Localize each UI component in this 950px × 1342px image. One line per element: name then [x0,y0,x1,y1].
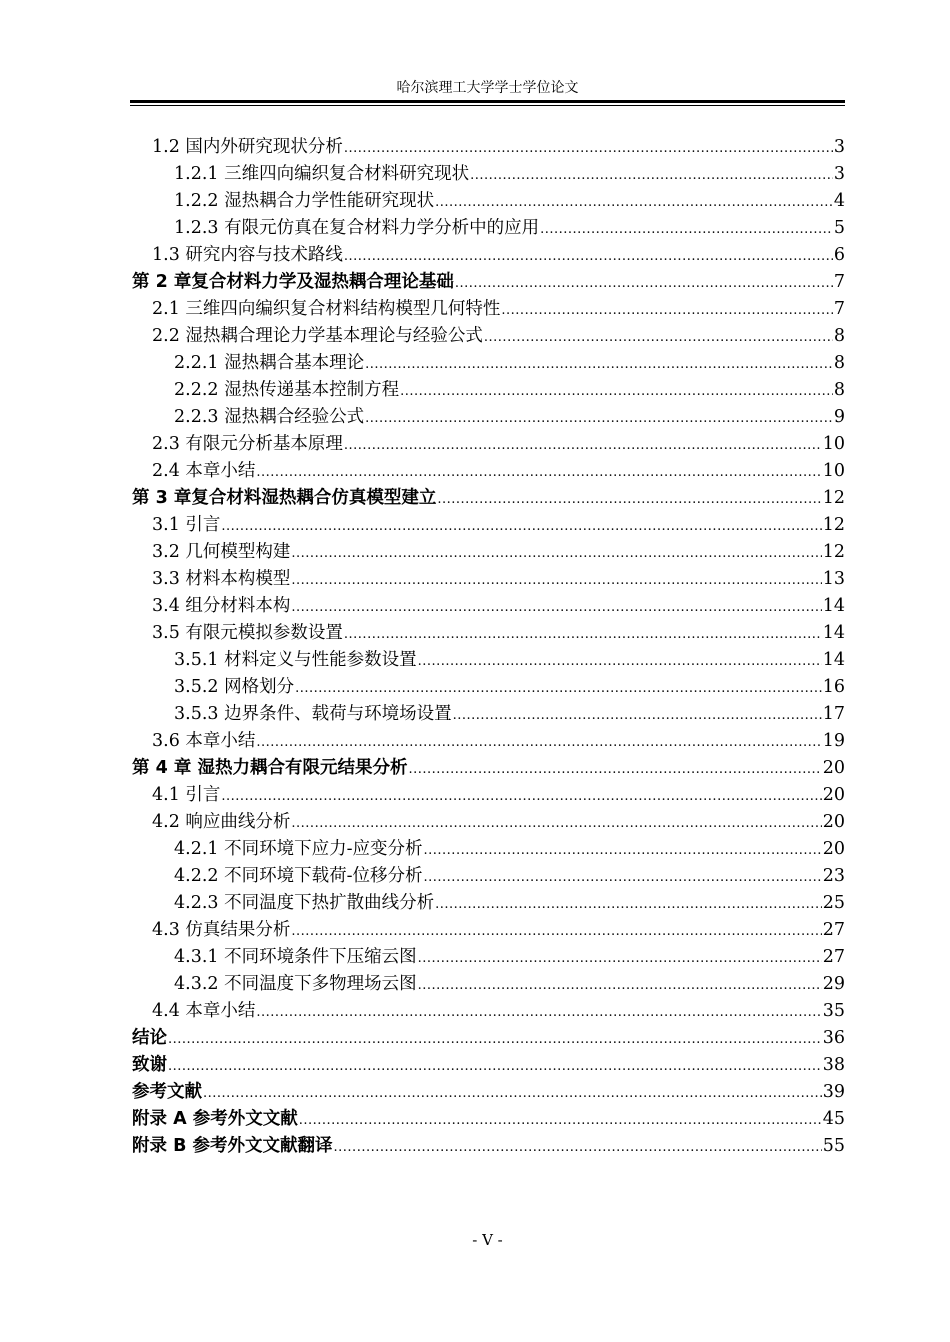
toc-entry-title: 第 2 章复合材料力学及湿热耦合理论基础 [132,272,454,292]
toc-entry-page: 19 [822,731,845,751]
toc-entry-title: 3.5.3 边界条件、载荷与环境场设置 [174,704,452,724]
toc-entry-title: 2.2.1 湿热耦合基本理论 [174,353,365,373]
toc-entry[interactable] [130,539,845,566]
toc-entry-title: 4.2.2 不同环境下载荷-位移分析 [174,866,423,886]
toc-entry-title: 3.5 有限元模拟参数设置 [152,623,343,643]
toc-entry[interactable] [130,863,845,890]
toc-entry[interactable] [130,782,845,809]
toc-dot-leader [168,1026,822,1053]
toc-entry-title: 2.2 湿热耦合理论力学基本理论与经验公式 [152,326,483,346]
toc-dot-leader [291,594,821,621]
toc-entry[interactable] [130,701,845,728]
toc-entry-title: 3.2 几何模型构建 [152,542,291,562]
toc-dot-leader [435,891,822,918]
toc-entry[interactable] [130,296,845,323]
toc-entry-page: 10 [822,461,845,481]
toc-dot-leader [408,756,821,783]
toc-dot-leader [365,405,833,432]
toc-dot-leader [256,999,821,1026]
toc-entry[interactable] [130,1079,845,1106]
toc-entry-page: 29 [822,974,845,994]
toc-entry-page: 27 [822,947,845,967]
toc-entry-page: 25 [822,893,845,913]
toc-entry-title: 1.2.3 有限元仿真在复合材料力学分析中的应用 [174,218,540,238]
table-of-contents [130,134,845,1160]
toc-entry-title: 2.4 本章小结 [152,461,256,481]
toc-entry-page: 20 [822,839,845,859]
toc-entry-page: 12 [822,515,845,535]
toc-entry-title: 第 4 章 湿热力耦合有限元结果分析 [132,758,408,778]
toc-dot-leader [418,945,822,972]
toc-entry[interactable] [130,917,845,944]
toc-entry-title: 致谢 [132,1055,167,1075]
toc-entry-title: 3.6 本章小结 [152,731,256,751]
toc-dot-leader [344,432,822,459]
toc-entry-title: 参考文献 [132,1082,202,1102]
toc-entry[interactable] [130,728,845,755]
page-number: - V - [472,1231,503,1249]
toc-entry-page: 35 [822,1001,845,1021]
toc-entry[interactable] [130,512,845,539]
toc-dot-leader [365,351,833,378]
toc-entry[interactable] [130,836,845,863]
toc-dot-leader [256,729,821,756]
toc-entry-page: 14 [822,650,845,670]
toc-entry[interactable] [130,647,845,674]
toc-entry-page: 14 [822,623,845,643]
toc-entry-page: 17 [822,704,845,724]
toc-dot-leader [344,243,833,270]
toc-entry[interactable] [130,269,845,296]
toc-dot-leader [424,837,822,864]
toc-dot-leader [299,1107,822,1134]
toc-entry-title: 4.1 引言 [152,785,221,805]
running-header: 哈尔滨理工大学学士学位论文 [396,80,579,96]
toc-dot-leader [424,864,822,891]
toc-entry[interactable] [130,593,845,620]
toc-entry[interactable] [130,1133,845,1160]
toc-entry-title: 结论 [132,1028,167,1048]
toc-entry-page: 38 [822,1055,845,1075]
toc-entry[interactable] [130,458,845,485]
toc-entry-title: 3.4 组分材料本构 [152,596,291,616]
toc-entry-page: 3 [833,137,845,157]
toc-entry[interactable] [130,620,845,647]
toc-dot-leader [291,810,821,837]
toc-dot-leader [291,918,821,945]
toc-entry-page: 39 [822,1082,845,1102]
toc-entry-page: 20 [822,812,845,832]
toc-entry-title: 3.5.2 网格划分 [174,677,295,697]
toc-entry[interactable] [130,890,845,917]
toc-entry-page: 16 [822,677,845,697]
toc-dot-leader [344,621,822,648]
toc-entry-page: 14 [822,596,845,616]
toc-entry-title: 4.3.2 不同温度下多物理场云图 [174,974,417,994]
toc-entry-page: 10 [822,434,845,454]
toc-entry-title: 附录 B 参考外文文献翻译 [132,1136,333,1156]
toc-entry[interactable] [130,1025,845,1052]
toc-entry-page: 7 [833,272,845,292]
toc-entry-title: 3.3 材料本构模型 [152,569,291,589]
toc-entry-title: 4.2.1 不同环境下应力-应变分析 [174,839,423,859]
toc-dot-leader [203,1080,822,1107]
toc-entry[interactable] [130,944,845,971]
toc-entry[interactable] [130,1052,845,1079]
toc-entry-page: 20 [822,758,845,778]
toc-entry[interactable] [130,404,845,431]
toc-dot-leader [418,972,822,999]
toc-entry[interactable] [130,431,845,458]
toc-dot-leader [221,783,821,810]
toc-entry-page: 4 [833,191,845,211]
toc-entry-title: 2.3 有限元分析基本原理 [152,434,343,454]
toc-dot-leader [501,297,832,324]
toc-entry-title: 4.4 本章小结 [152,1001,256,1021]
toc-entry[interactable] [130,998,845,1025]
toc-entry-page: 55 [822,1136,845,1156]
toc-entry-page: 27 [822,920,845,940]
toc-entry[interactable] [130,1106,845,1133]
toc-entry-title: 4.3.1 不同环境条件下压缩云图 [174,947,417,967]
toc-dot-leader [291,540,821,567]
toc-entry-page: 13 [822,569,845,589]
toc-entry-page: 36 [822,1028,845,1048]
toc-entry-page: 5 [833,218,845,238]
toc-entry[interactable] [130,485,845,512]
toc-entry[interactable] [130,350,845,377]
toc-entry-title: 4.2 响应曲线分析 [152,812,291,832]
toc-dot-leader [344,135,833,162]
toc-dot-leader [400,378,833,405]
toc-dot-leader [256,459,821,486]
toc-dot-leader [334,1134,822,1161]
toc-entry[interactable] [130,242,845,269]
toc-dot-leader [291,567,821,594]
header-rule-thick [130,100,845,103]
toc-entry-page: 12 [822,542,845,562]
toc-entry[interactable] [130,674,845,701]
toc-entry[interactable] [130,161,845,188]
toc-entry-page: 9 [833,407,845,427]
toc-entry-page: 7 [833,299,845,319]
toc-entry[interactable] [130,323,845,350]
toc-entry-title: 附录 A 参考外文文献 [132,1109,298,1129]
toc-entry-title: 3.5.1 材料定义与性能参数设置 [174,650,417,670]
toc-entry-title: 1.3 研究内容与技术路线 [152,245,343,265]
toc-dot-leader [470,162,833,189]
toc-entry[interactable] [130,377,845,404]
toc-entry[interactable] [130,188,845,215]
toc-entry-title: 3.1 引言 [152,515,221,535]
toc-dot-leader [221,513,821,540]
toc-entry-title: 1.2 国内外研究现状分析 [152,137,343,157]
toc-entry-title: 2.2.2 湿热传递基本控制方程 [174,380,400,400]
toc-entry[interactable] [130,566,845,593]
toc-entry-title: 4.2.3 不同温度下热扩散曲线分析 [174,893,435,913]
toc-entry[interactable] [130,809,845,836]
toc-entry[interactable] [130,215,845,242]
toc-dot-leader [418,648,822,675]
toc-entry-title: 4.3 仿真结果分析 [152,920,291,940]
toc-dot-leader [455,270,833,297]
toc-entry-title: 2.1 三维四向编织复合材料结构模型几何特性 [152,299,501,319]
toc-entry-page: 3 [833,164,845,184]
toc-entry[interactable] [130,134,845,161]
toc-entry-page: 45 [822,1109,845,1129]
toc-entry-page: 8 [833,353,845,373]
toc-entry[interactable] [130,755,845,782]
toc-entry-page: 6 [833,245,845,265]
toc-dot-leader [435,189,833,216]
toc-dot-leader [295,675,822,702]
toc-entry-title: 1.2.1 三维四向编织复合材料研究现状 [174,164,470,184]
toc-entry-page: 12 [822,488,845,508]
header-rule-thin [130,105,845,106]
toc-entry-title: 1.2.2 湿热耦合力学性能研究现状 [174,191,435,211]
toc-entry-page: 23 [822,866,845,886]
toc-entry-page: 20 [822,785,845,805]
toc-dot-leader [168,1053,822,1080]
toc-dot-leader [540,216,833,243]
toc-dot-leader [484,324,833,351]
toc-entry-title: 2.2.3 湿热耦合经验公式 [174,407,365,427]
toc-entry[interactable] [130,971,845,998]
toc-entry-page: 8 [833,380,845,400]
toc-entry-title: 第 3 章复合材料湿热耦合仿真模型建立 [132,488,437,508]
toc-dot-leader [437,486,821,513]
toc-dot-leader [453,702,822,729]
toc-entry-page: 8 [833,326,845,346]
